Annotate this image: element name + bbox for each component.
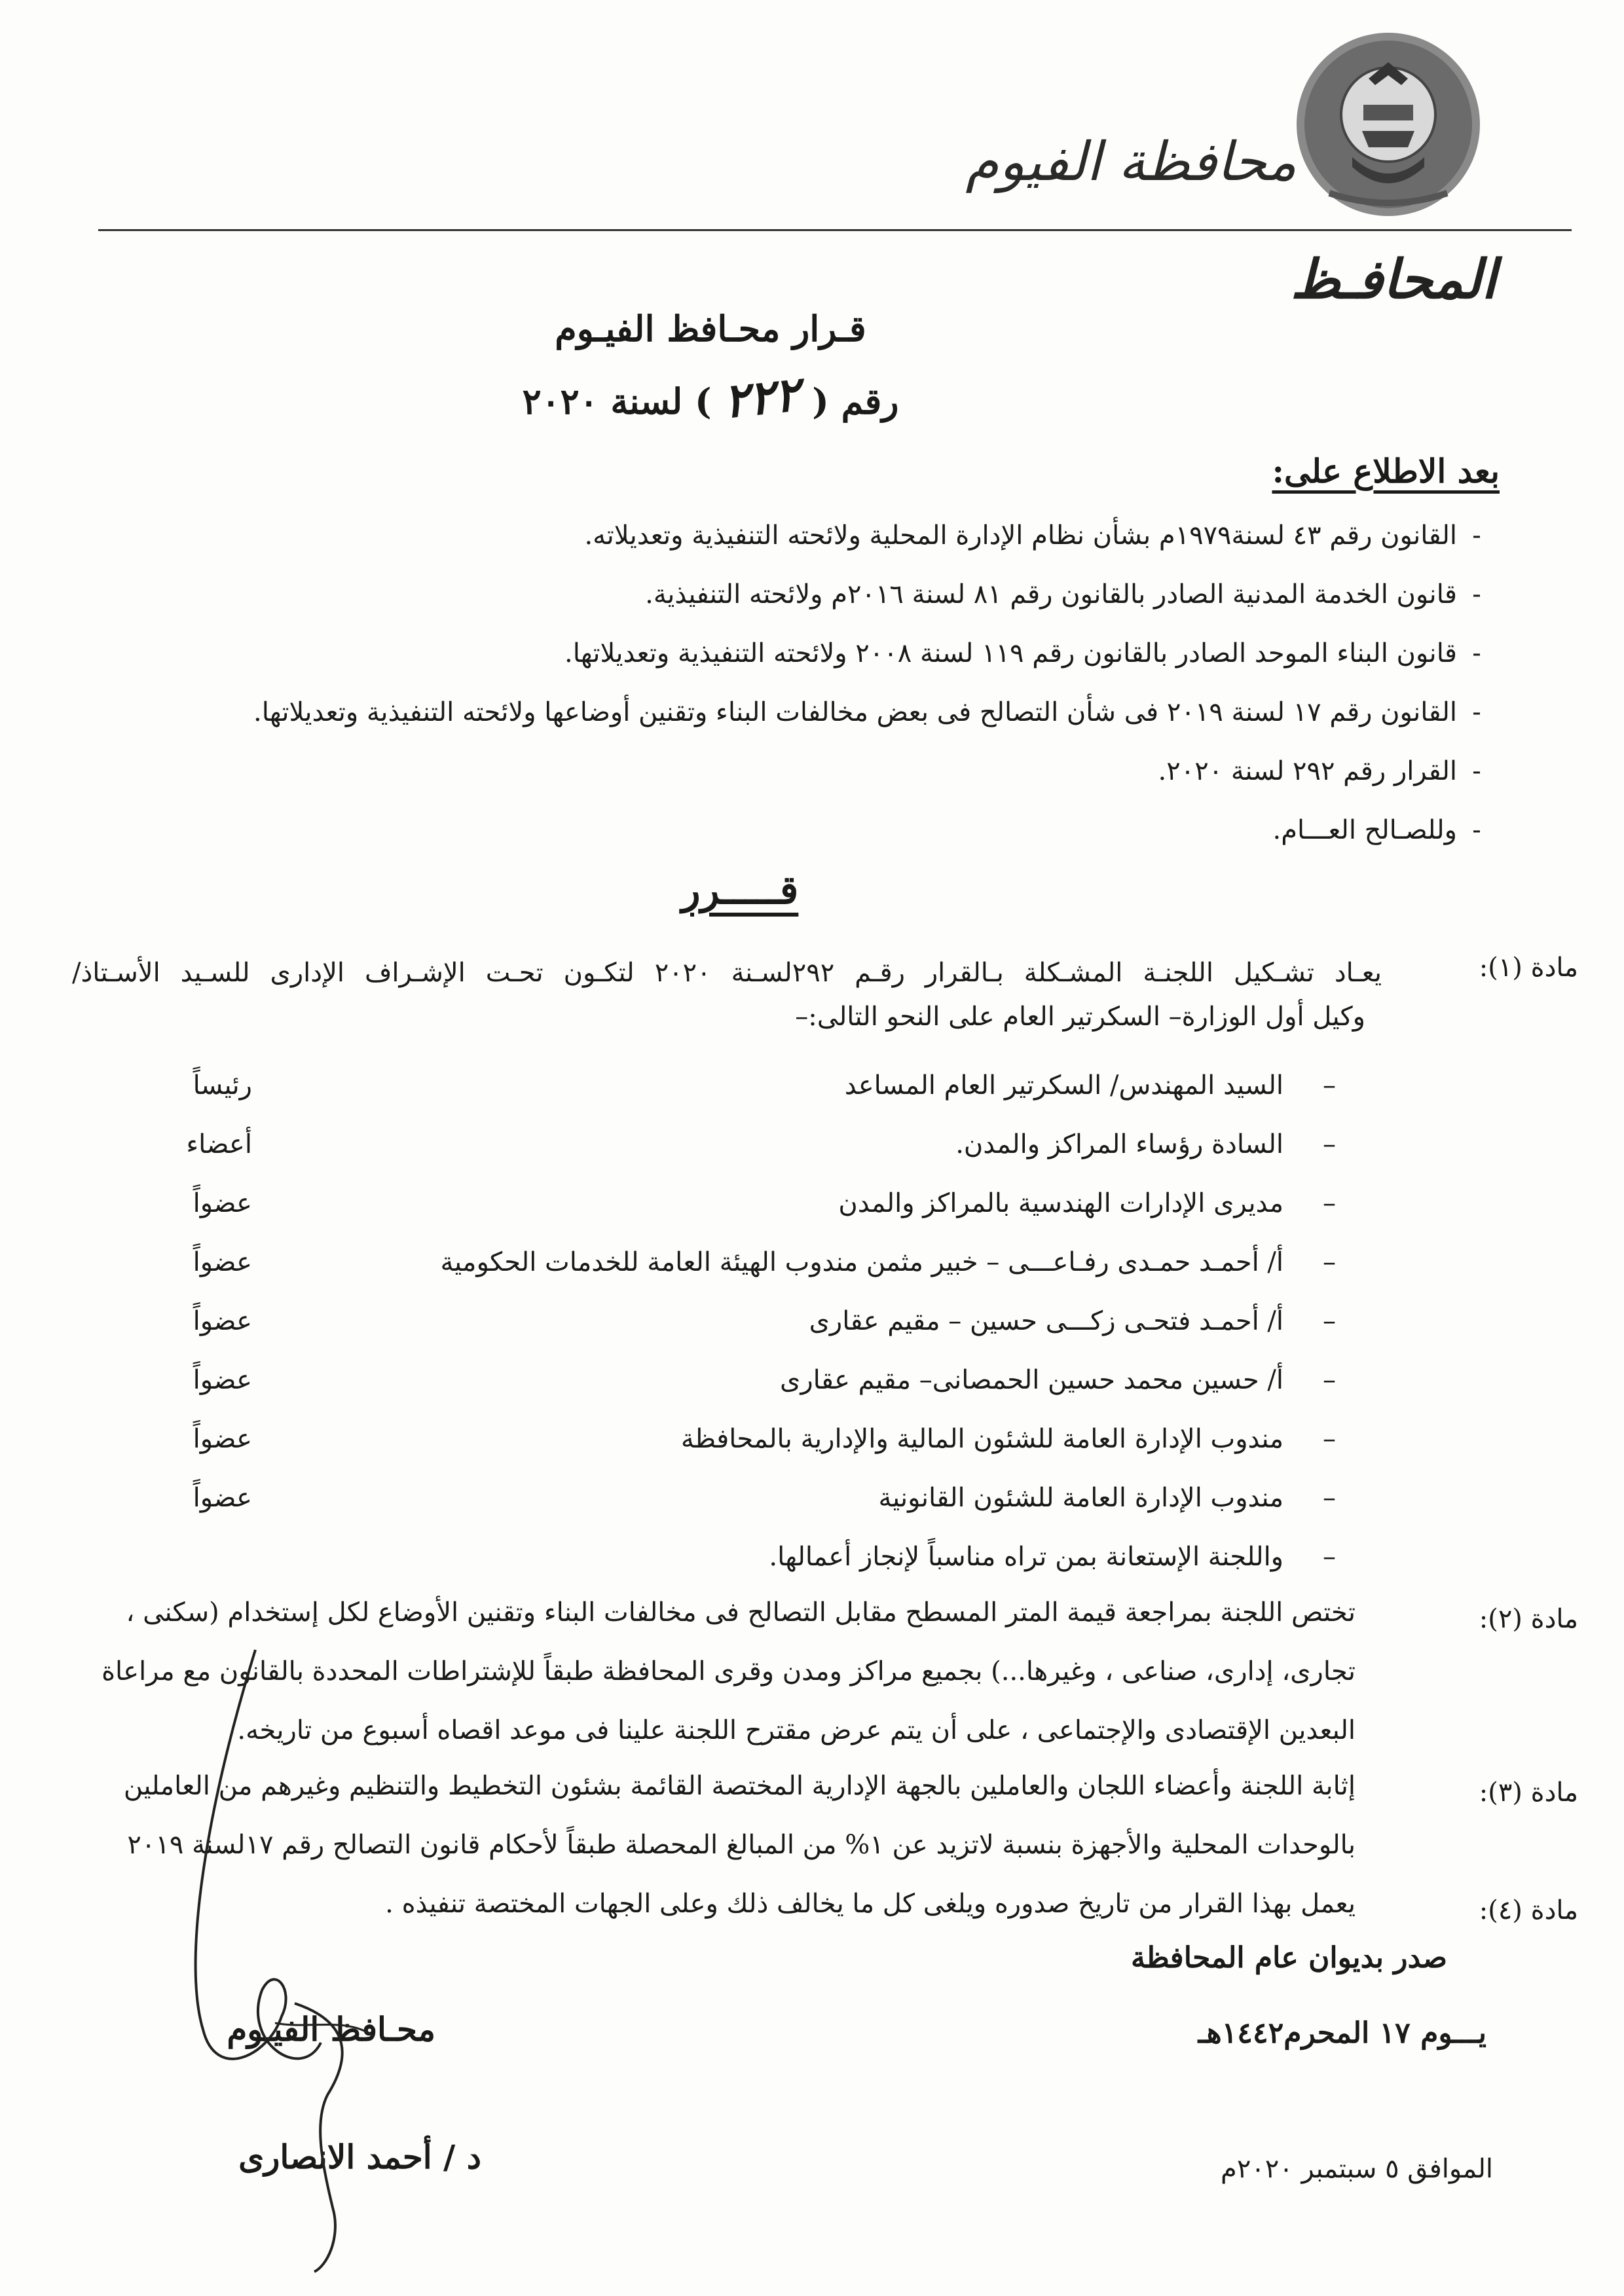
member-dash: – [1323, 1365, 1336, 1395]
member-text: السادة رؤساء المراكز والمدن. [955, 1129, 1283, 1159]
issued-at: صدر بديوان عام المحافظة [1130, 1941, 1447, 1975]
governor-title: محـافظ الفيـوم [227, 2010, 435, 2049]
member-dash: – [1323, 1070, 1336, 1101]
article-1-label: مادة (١): [1479, 953, 1578, 983]
member-dash: – [1323, 1542, 1336, 1572]
governor-name: د / أحمد الانصارى [238, 2138, 481, 2176]
preamble-item: -القرار رقم ٢٩٢ لسنة ٢٠٢٠. [1158, 756, 1481, 786]
article-3-line-1: إثابة اللجنة وأعضاء اللجان والعاملين بالجهة الإدارية المختصة القائمة بشئون التخطيط والتنظيم وغيرهم من العاملين [123, 1771, 1356, 1801]
member-dash: – [1323, 1483, 1336, 1513]
article-1-line-2: وكيل أول الوزارة– السكرتير العام على النحو التالى:– [795, 1002, 1365, 1032]
preamble-heading: بعد الاطلاع على: [1272, 452, 1500, 490]
preamble-item: -قانون البناء الموحد الصادر بالقانون رقم ١١٩ لسنة ٢٠٠٨ ولائحته التنفيذية وتعديلاتها. [564, 638, 1481, 668]
decree-number-handwritten: ٢٢٢ [721, 366, 803, 429]
header-divider [98, 229, 1572, 231]
article-2-line-2: تجارى، إدارى، صناعى ، وغيرها...) بجميع مراكز ومدن وقرى المحافظة طبقاً للإشتراطات المحددة بالقانون مع مراعاة [101, 1656, 1356, 1686]
governorate-name: محافظة الفيوم [965, 131, 1297, 193]
governor-signature [164, 1624, 439, 2278]
member-dash: – [1323, 1247, 1336, 1277]
member-dash: – [1323, 1188, 1336, 1218]
decree-number-suffix: ) لسنة ٢٠٢٠ [522, 380, 712, 422]
article-2-line-3: البعدين الإقتصادى والإجتماعى ، على أن يتم عرض مقترح اللجنة علينا فى موعد اقصاه أسبوع من تاريخه. [237, 1715, 1356, 1745]
decree-number-prefix: رقم ( [812, 380, 899, 422]
preamble-item: -القانون رقم ٤٣ لسنة١٩٧٩م بشأن نظام الإدارة المحلية ولائحته التنفيذية وتعديلاته. [584, 520, 1481, 551]
article-2-line-1: تختص اللجنة بمراجعة قيمة المتر المسطح مقابل التصالح فى مخالفات البناء وتقنين الأوضاع لكل إستخدام (سكنى ، [126, 1597, 1356, 1628]
preamble-item: -وللصـالح العـــام. [1272, 815, 1481, 845]
article-3-line-2: بالوحدات المحلية والأجهزة بنسبة لاتزيد عن ١% من المبالغ المحصلة طبقاً لأحكام قانون التصالح رقم ١٧لسنة ٢٠١٩ [127, 1830, 1356, 1860]
member-dash: – [1323, 1306, 1336, 1336]
member-text: أ/ أحمـد فتحـى زكـــى حسين – مقيم عقارى [809, 1306, 1283, 1336]
member-text: مندوب الإدارة العامة للشئون القانونية [878, 1483, 1283, 1513]
member-text: أ/ حسين محمد حسين الحمصانى– مقيم عقارى [780, 1365, 1283, 1395]
preamble-item: -القانون رقم ١٧ لسنة ٢٠١٩ فى شأن التصالح فى بعض مخالفات البناء وتقنين أوضاعها ولائحته التنفيذية وتعديلاتها. [253, 697, 1481, 727]
decision-heading: قـــــرر [681, 867, 799, 913]
article-2-label: مادة (٢): [1479, 1604, 1578, 1634]
member-dash: – [1323, 1129, 1336, 1159]
member-role: عضواً [193, 1306, 252, 1336]
member-text: مندوب الإدارة العامة للشئون المالية والإدارية بالمحافظة [680, 1424, 1283, 1454]
gregorian-date: الموافق ٥ سبتمبر ٢٠٢٠م [1221, 2154, 1493, 2184]
member-role: رئيساً [193, 1070, 252, 1101]
hijri-date: يـــوم ١٧ المحرم١٤٤٢هـ [1198, 2016, 1486, 2050]
member-role: عضواً [193, 1247, 252, 1277]
article-4-line-1: يعمل بهذا القرار من تاريخ صدوره ويلغى كل ما يخالف ذلك وعلى الجهات المختصة تنفيذه . [385, 1889, 1356, 1919]
member-role: عضواً [193, 1365, 252, 1395]
member-dash: – [1323, 1424, 1336, 1454]
office-title: المحافـظ [1290, 249, 1496, 311]
article-3-label: مادة (٣): [1479, 1777, 1578, 1808]
member-role: عضواً [193, 1483, 252, 1513]
governorate-seal-logo [1290, 26, 1486, 223]
decree-title: قـرار محـافظ الفيـوم [555, 308, 866, 350]
member-text: مديرى الإدارات الهندسية بالمراكز والمدن [838, 1188, 1283, 1218]
member-role: عضواً [193, 1188, 252, 1218]
decree-number [0, 366, 1624, 429]
member-text: السيد المهندس/ السكرتير العام المساعد [844, 1070, 1283, 1101]
member-text: واللجنة الإستعانة بمن تراه مناسباً لإنجاز أعمالها. [769, 1542, 1283, 1572]
preamble-item: -قانون الخدمة المدنية الصادر بالقانون رقم ٨١ لسنة ٢٠١٦م ولائحته التنفيذية. [645, 579, 1481, 610]
member-role: أعضاء [186, 1129, 252, 1159]
article-4-label: مادة (٤): [1479, 1895, 1578, 1925]
member-text: أ/ أحمـد حمـدى رفـاعـــى – خبير مثمن مندوب الهيئة العامة للخدمات الحكومية [440, 1247, 1283, 1277]
member-role: عضواً [193, 1424, 252, 1454]
article-1-line-1: يعـاد تشـكيل اللجنـة المشـكلة بـالقرار رقـم ٢٩٢لسـنة ٢٠٢٠ لتكـون تحـت الإشـراف الإدارى للسـيد الأسـتاذ/ [72, 958, 1382, 988]
